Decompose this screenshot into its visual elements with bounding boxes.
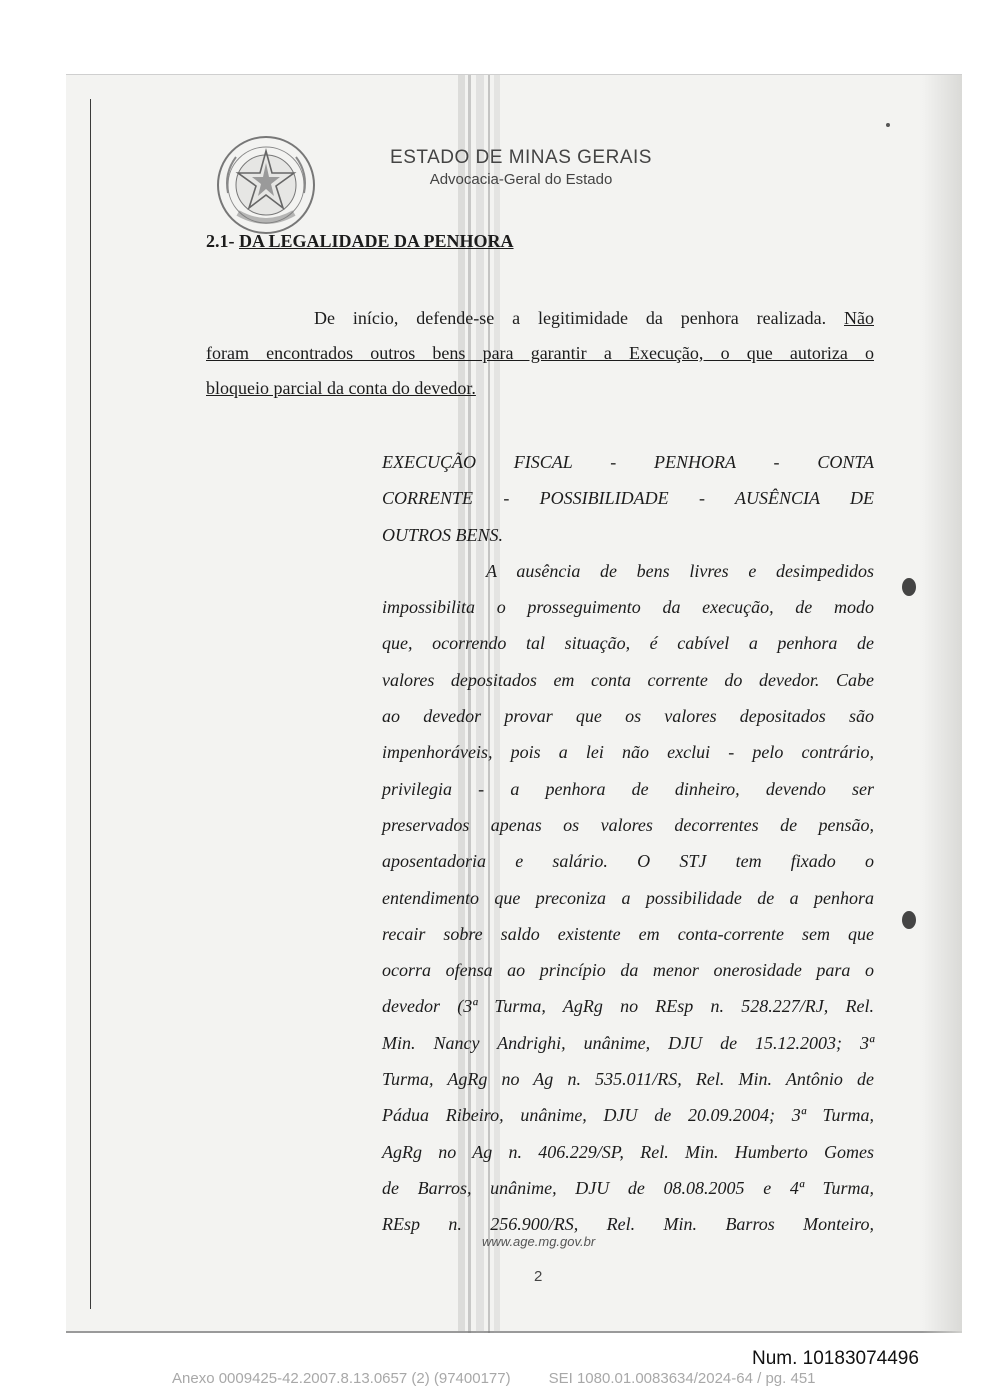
paragraph-line: bloqueio parcial da conta do devedor. <box>206 378 476 398</box>
quote-line: CORRENTE - POSSIBILIDADE - AUSÊNCIA DE <box>382 488 874 509</box>
quote-line: Pádua Ribeiro, unânime, DJU de 20.09.2004; 3ª Turma, <box>382 1105 874 1126</box>
punch-hole-mark <box>902 578 916 596</box>
footer-url: www.age.mg.gov.br <box>482 1234 596 1249</box>
sei-reference: SEI 1080.01.0083634/2024-64 / pg. 451 <box>548 1370 816 1387</box>
quote-line: AgRg no Ag n. 406.229/SP, Rel. Min. Humberto Gomes <box>382 1141 874 1162</box>
section-heading <box>206 231 514 252</box>
page-bottom-edge <box>66 1331 962 1333</box>
punch-hole-mark <box>902 911 916 929</box>
quote-line: ao devedor provar que os valores depositados são <box>382 706 874 727</box>
quote-line: de Barros, unânime, DJU de 08.08.2005 e 4ª Turma, <box>382 1177 874 1198</box>
state-coat-of-arms-icon <box>214 133 318 237</box>
document-number-stamp: Num. 10183074496 <box>752 1348 919 1369</box>
quote-line: que, ocorrendo tal situação, é cabível a penhora de <box>382 633 874 654</box>
quote-line: valores depositados em conta corrente do devedor. Cabe <box>382 669 874 690</box>
annex-footer <box>172 1370 816 1387</box>
quote-line: ocorra ofensa ao princípio da menor onerosidade para o <box>382 960 874 981</box>
quote-line: EXECUÇÃO FISCAL - PENHORA - CONTA <box>382 452 874 472</box>
letterhead-subtitle: Advocacia-Geral do Estado <box>429 171 613 188</box>
quote-line: entendimento que preconiza a possibilidade de a penhora <box>382 887 874 908</box>
quote-line: recair sobre saldo existente em conta-corrente sem que <box>382 923 874 944</box>
scanned-page <box>66 74 962 1333</box>
page-edge-line <box>90 99 91 1309</box>
speck-mark <box>886 123 890 127</box>
quote-line: privilegia - a penhora de dinheiro, devendo ser <box>382 778 874 799</box>
quote-line: preservados apenas os valores decorrentes de pensão, <box>382 814 874 835</box>
paragraph-line: foram encontrados outros bens para garantir a Execução, o que autoriza o <box>206 343 874 363</box>
quote-line: A ausência de bens livres e desimpedidos <box>486 560 874 581</box>
paragraph-text: De início, defende-se a legitimidade da penhora realizada. <box>314 308 827 328</box>
paragraph-line <box>206 301 874 336</box>
section-number: 2.1- <box>206 231 235 251</box>
page-number: 2 <box>534 1268 543 1285</box>
page-right-shadow <box>922 75 962 1333</box>
paragraph-text-underlined: Não <box>844 308 874 328</box>
body-paragraph <box>206 301 874 406</box>
quote-line: OUTROS BENS. <box>382 524 503 545</box>
quote-line: aposentadoria e salário. O STJ tem fixado o <box>382 851 874 872</box>
section-title: DA LEGALIDADE DA PENHORA <box>239 231 514 251</box>
quote-line: impenhoráveis, pois a lei não exclui - pelo contrário, <box>382 742 874 763</box>
quote-line: devedor (3ª Turma, AgRg no REsp n. 528.227/RJ, Rel. <box>382 996 874 1017</box>
annex-reference: Anexo 0009425-42.2007.8.13.0657 (2) (97400177) <box>172 1370 511 1387</box>
jurisprudence-quote <box>382 444 874 1243</box>
letterhead <box>356 147 686 188</box>
quote-line: REsp n. 256.900/RS, Rel. Min. Barros Monteiro, <box>382 1214 874 1235</box>
quote-line: impossibilita o prosseguimento da execução, de modo <box>382 597 874 618</box>
quote-line: Min. Nancy Andrighi, unânime, DJU de 15.12.2003; 3ª <box>382 1032 874 1053</box>
quote-line: Turma, AgRg no Ag n. 535.011/RS, Rel. Min. Antônio de <box>382 1069 874 1090</box>
letterhead-title: ESTADO DE MINAS GERAIS <box>390 147 652 168</box>
